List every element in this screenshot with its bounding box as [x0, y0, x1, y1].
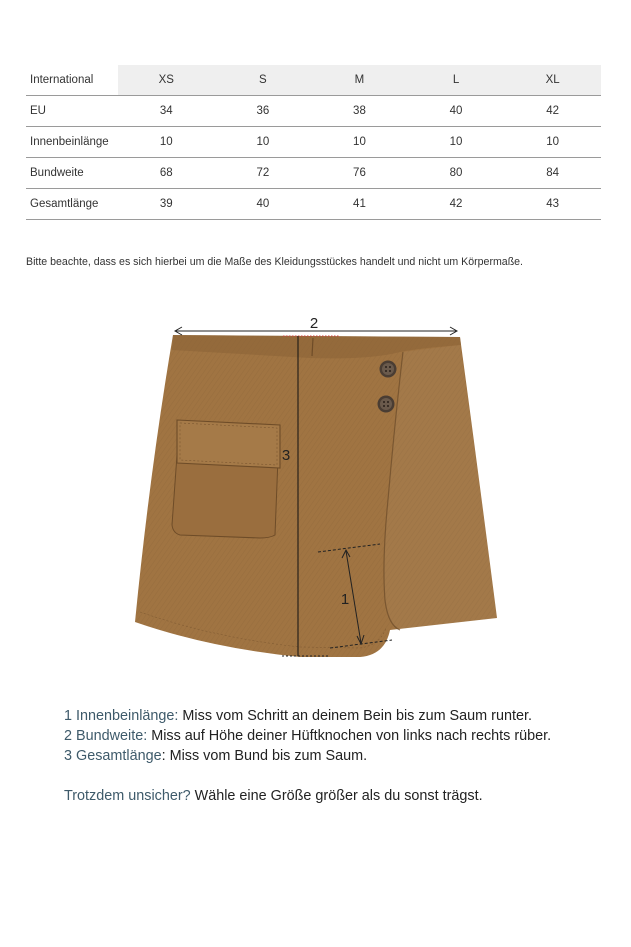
- row-label: Innenbeinlänge: [26, 127, 118, 158]
- table-cell: 42: [408, 189, 505, 220]
- table-cell: 40: [408, 96, 505, 127]
- table-cell: 84: [504, 158, 601, 189]
- table-cell: 68: [118, 158, 215, 189]
- size-table: [26, 65, 601, 220]
- table-cell: 41: [311, 189, 408, 220]
- row-label: Gesamtlänge: [26, 189, 118, 220]
- table-cell: 10: [118, 127, 215, 158]
- row-label: Bundweite: [26, 158, 118, 189]
- table-row-bundweite: [26, 158, 601, 189]
- help-hint: [64, 786, 624, 806]
- size-table-header-row: [26, 65, 601, 96]
- size-header-s: S: [215, 65, 312, 96]
- table-row-innenbeinlaenge: [26, 127, 601, 158]
- size-header-xs: XS: [118, 65, 215, 96]
- measurement-legend: [64, 706, 624, 806]
- inseam-measure-label: 1: [340, 591, 350, 608]
- table-cell: 34: [118, 96, 215, 127]
- legend-text: Miss vom Schritt an deinem Bein bis zum Saum runter.: [178, 708, 532, 724]
- size-header-m: M: [311, 65, 408, 96]
- skirt-illustration: [0, 300, 631, 680]
- pocket: [172, 420, 280, 538]
- button-icon: [380, 361, 397, 378]
- legend-item-length: [64, 746, 624, 766]
- legend-text: : Miss vom Bund bis zum Saum.: [161, 748, 368, 764]
- table-row-gesamtlaenge: [26, 189, 601, 220]
- size-header-l: L: [408, 65, 505, 96]
- legend-term: 3 Gesamtlänge: [64, 748, 162, 764]
- button-icon: [378, 396, 395, 413]
- header-label: International: [26, 65, 118, 96]
- measurement-note: Bitte beachte, dass es sich hierbei um die Maße des Kleidungsstückes handelt und nicht um Körpermaße.: [26, 256, 523, 268]
- legend-term: 1 Innenbeinlänge:: [64, 708, 179, 724]
- help-text: Wähle eine Größe größer als du sonst trägst.: [190, 788, 483, 804]
- table-cell: 10: [311, 127, 408, 158]
- table-row-eu: [26, 96, 601, 127]
- table-cell: 72: [215, 158, 312, 189]
- legend-item-inseam: [64, 706, 624, 726]
- legend-term: 2 Bundweite:: [64, 728, 148, 744]
- table-cell: 38: [311, 96, 408, 127]
- size-header-xl: XL: [504, 65, 601, 96]
- legend-item-waist: [64, 726, 624, 746]
- table-cell: 42: [504, 96, 601, 127]
- table-cell: 10: [504, 127, 601, 158]
- table-cell: 36: [215, 96, 312, 127]
- table-cell: 10: [215, 127, 312, 158]
- help-term: Trotzdem unsicher?: [64, 788, 191, 804]
- legend-text: Miss auf Höhe deiner Hüftknochen von links nach rechts rüber.: [147, 728, 552, 744]
- table-cell: 80: [408, 158, 505, 189]
- length-measure-label: 3: [281, 447, 291, 464]
- table-cell: 43: [504, 189, 601, 220]
- table-cell: 76: [311, 158, 408, 189]
- table-cell: 10: [408, 127, 505, 158]
- waist-measure-label: 2: [309, 315, 319, 332]
- row-label: EU: [26, 96, 118, 127]
- table-cell: 39: [118, 189, 215, 220]
- table-cell: 40: [215, 189, 312, 220]
